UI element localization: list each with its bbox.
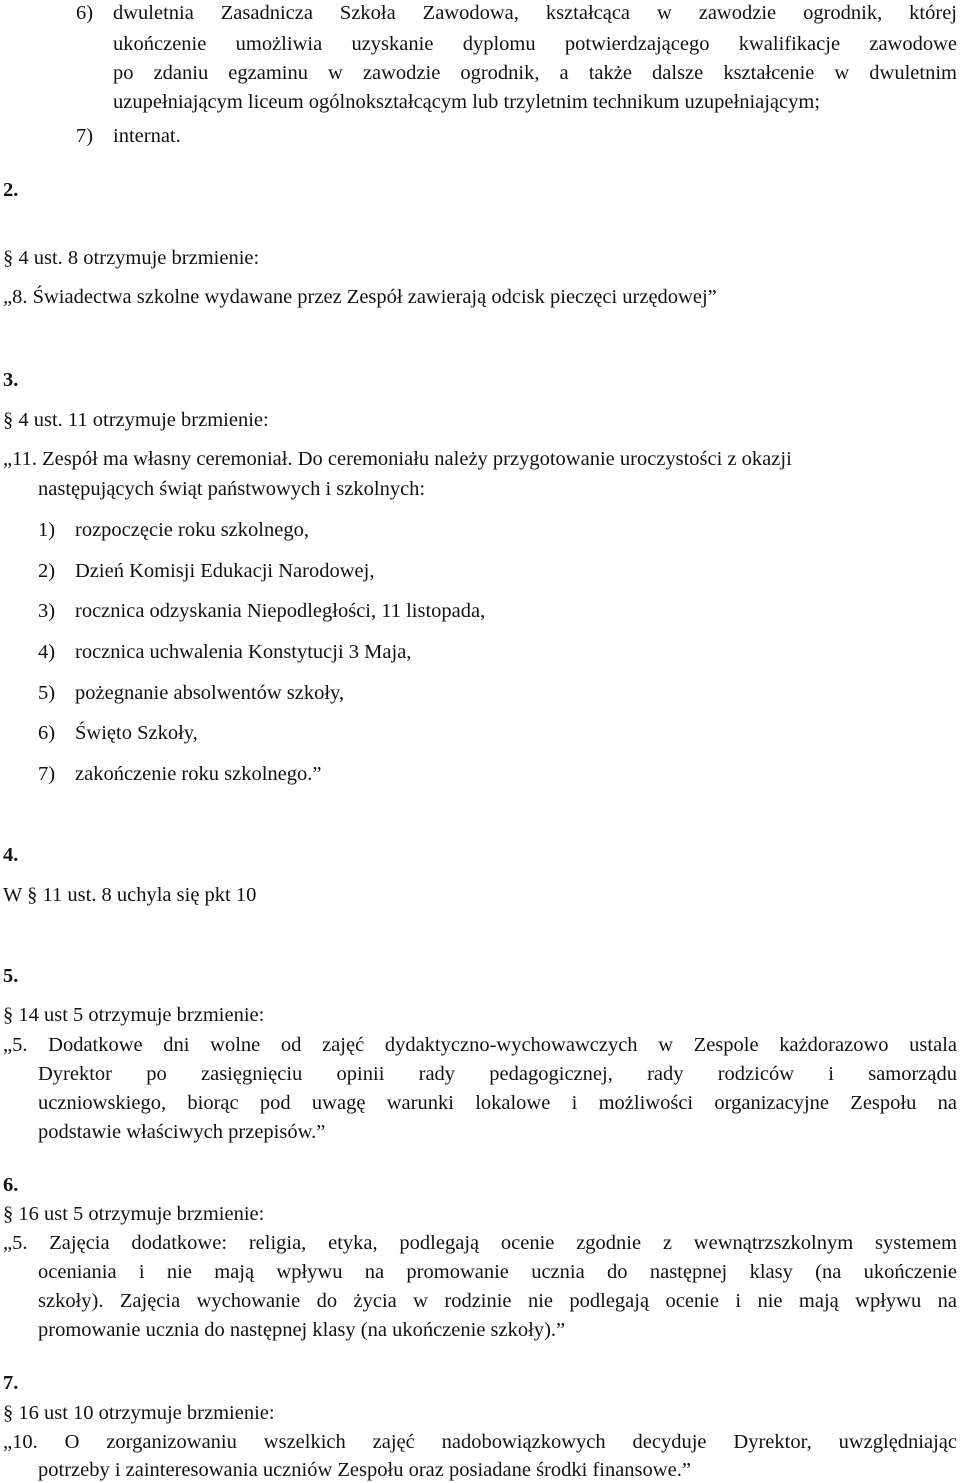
list-item-number: 5)	[38, 682, 56, 704]
list-item	[38, 683, 344, 704]
list-item-text: rocznica uchwalenia Konstytucji 3 Maja,	[75, 641, 412, 663]
section-text-line: podstawie właściwych przepisów.”	[38, 1121, 326, 1143]
list-item-number: 6)	[76, 2, 94, 24]
section-number: 5.	[3, 965, 19, 987]
section-text-line: szkoły). Zajęcia wychowanie do życia w rodzinie nie podlegają ocenie i nie mają wpływu na	[38, 1290, 957, 1312]
list-item	[38, 561, 374, 582]
list-item-text-line: dwuletnia Zasadnicza Szkoła Zawodowa, kształcąca w zawodzie ogrodnik, której	[113, 2, 957, 24]
list-item	[38, 520, 309, 541]
section-text-line: potrzeby i zainteresowania uczniów Zespołu oraz posiadane środki finansowe.”	[38, 1459, 691, 1481]
section-number: 4.	[3, 844, 19, 866]
section-text-line: „10. O zorganizowaniu wszelkich zajęć nadobowiązkowych decyduje Dyrektor, uwzględniając	[3, 1431, 957, 1453]
list-item	[38, 601, 485, 622]
section-reference: § 14 ust 5 otrzymuje brzmienie:	[3, 1004, 265, 1026]
list-item-number: 3)	[38, 600, 56, 622]
section-reference: § 16 ust 10 otrzymuje brzmienie:	[3, 1402, 275, 1424]
list-item-text: internat.	[113, 125, 181, 147]
list-item-text: rozpoczęcie roku szkolnego,	[75, 519, 309, 541]
list-item-text: Święto Szkoły,	[75, 722, 198, 744]
list-item-number: 7)	[38, 763, 56, 785]
section-reference: W § 11 ust. 8 uchyla się pkt 10	[3, 884, 257, 906]
list-item-text: pożegnanie absolwentów szkoły,	[75, 682, 345, 704]
list-item-number: 1)	[38, 519, 56, 541]
list-item-text-line: uzupełniającym liceum ogólnokształcącym lub trzyletnim technikum uzupełniającym;	[113, 91, 821, 113]
list-item	[38, 642, 411, 663]
section-text-line: Dyrektor po zasięgnięciu opinii rady pedagogicznej, rady rodziców i samorządu	[38, 1063, 957, 1085]
section-reference: § 4 ust. 8 otrzymuje brzmienie:	[3, 247, 260, 269]
list-item-text: zakończenie roku szkolnego.”	[75, 763, 322, 785]
section-number: 7.	[3, 1372, 19, 1394]
list-item	[38, 723, 198, 744]
section-number: 6.	[3, 1174, 19, 1196]
section-reference: § 4 ust. 11 otrzymuje brzmienie:	[3, 409, 269, 431]
section-text-line: oceniania i nie mają wpływu na promowanie ucznia do następnej klasy (na ukończenie	[38, 1261, 957, 1283]
section-number: 2.	[3, 179, 19, 201]
section-text-line: promowanie ucznia do następnej klasy (na ukończenie szkoły).”	[38, 1319, 566, 1341]
list-item-number: 6)	[38, 722, 56, 744]
list-item-text-line: ukończenie umożliwia uzyskanie dyplomu potwierdzającego kwalifikacje zawodowe	[113, 33, 957, 55]
section-text-line: „11. Zespół ma własny ceremoniał. Do ceremoniału należy przygotowanie uroczystości z okazji	[3, 448, 792, 470]
list-item	[38, 764, 321, 785]
list-item-number: 7)	[76, 125, 94, 147]
list-item-text: rocznica odzyskania Niepodległości, 11 listopada,	[75, 600, 486, 622]
section-reference: § 16 ust 5 otrzymuje brzmienie:	[3, 1203, 265, 1225]
list-item-number: 4)	[38, 641, 56, 663]
section-text-line: następujących świąt państwowych i szkolnych:	[38, 478, 426, 500]
list-item-number: 2)	[38, 560, 56, 582]
section-text-line: uczniowskiego, biorąc pod uwagę warunki lokalowe i możliwości organizacyjne Zespołu na	[38, 1092, 957, 1114]
section-text: „8. Świadectwa szkolne wydawane przez Zespół zawierają odcisk pieczęci urzędowej”	[3, 286, 717, 308]
list-item-text: Dzień Komisji Edukacji Narodowej,	[75, 560, 375, 582]
section-text-line: „5. Dodatkowe dni wolne od zajęć dydaktyczno-wychowawczych w Zespole każdorazowo ustala	[3, 1034, 957, 1056]
section-number: 3.	[3, 369, 19, 391]
section-text-line: „5. Zajęcia dodatkowe: religia, etyka, podlegają ocenie zgodnie z wewnątrzszkolnym systemem	[3, 1232, 957, 1254]
list-item-text-line: po zdaniu egzaminu w zawodzie ogrodnik, a także dalsze kształcenie w dwuletnim	[113, 62, 957, 84]
